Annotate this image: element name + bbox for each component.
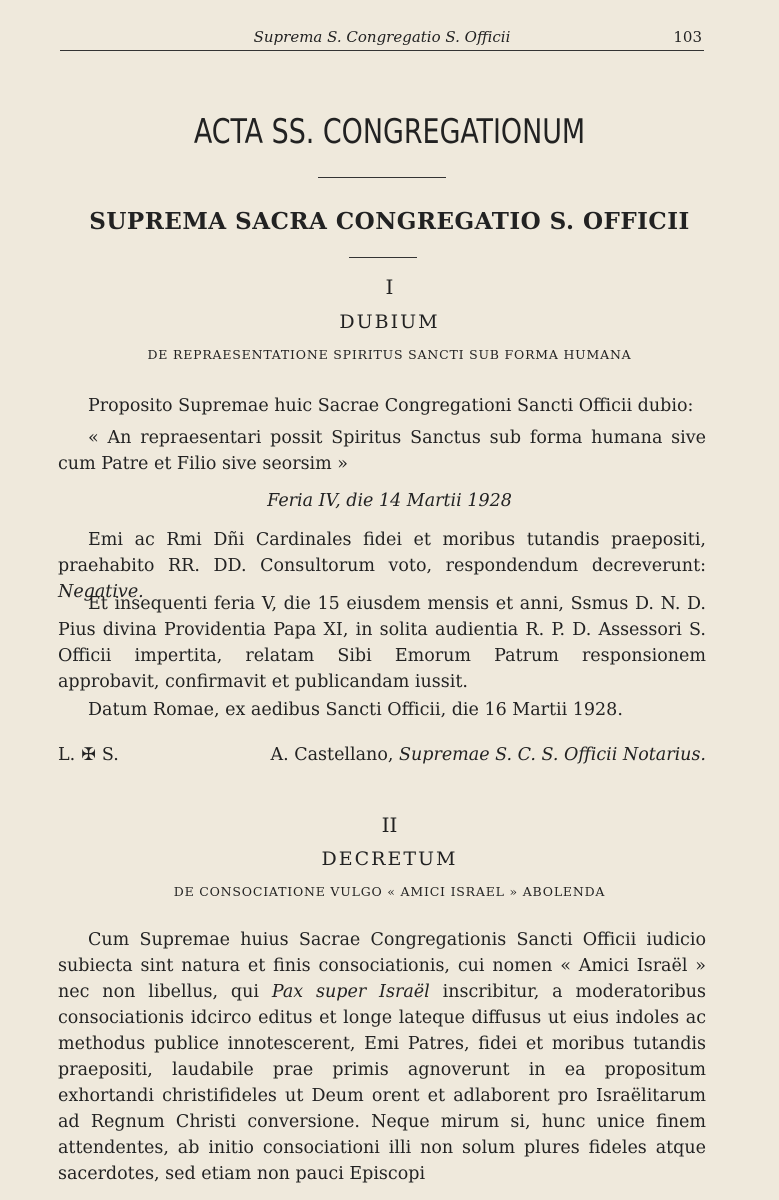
main-title: ACTA SS. CONGREGATIONUM xyxy=(193,112,586,152)
seal-mark xyxy=(58,745,119,765)
signature-row xyxy=(58,745,706,771)
section-2-subheading: DE CONSOCIATIONE VULGO « AMICI ISRAEL » ABOLENDA xyxy=(173,884,606,899)
response-answer: Negative. xyxy=(58,582,144,602)
section-1-dated: Datum Romae, ex aedibus Sancti Officii, die 16 Martii 1928. xyxy=(88,700,623,720)
section-1-dateline: Feria IV, die 14 Martii 1928 xyxy=(267,491,512,511)
signature xyxy=(270,745,706,765)
book-title: Pax super Israël xyxy=(271,982,430,1002)
signer-name: A. Castellano, xyxy=(270,745,394,765)
response-text: Emi ac Rmi Dñi Cardinales fidei et moribus tutandis praepositi, praehabito RR. DD. Consultorum voto, respondendum decreverunt: xyxy=(58,530,706,576)
section-1-question: « An repraesentari possit Spiritus Sanctus sub forma humana sive cum Patre et Filio sive seorsim » xyxy=(58,428,706,474)
section-1-approval: Et insequenti feria V, die 15 eiusdem mensis et anni, Ssmus D. N. D. Pius divina Providentia Papa XI, in solita audientia R. P. D. Assessori S. Officii impertita, relatam Sibi Emorum Patrum responsionem approbavit, confirmavit et publicandam iussit. xyxy=(58,594,706,692)
seal-letter-left: L. xyxy=(58,745,76,765)
section-1-subheading: DE REPRAESENTATIONE SPIRITUS SANCTI SUB FORMA HUMANA xyxy=(147,347,632,362)
subtitle-divider xyxy=(349,257,417,258)
seal-letter-right: S. xyxy=(101,745,119,765)
running-header xyxy=(60,26,704,51)
decree-text-b: inscribitur, a moderatoribus consociationis idcirco editus et longe lateque diffusus ut eius indoles ac methodus publice innotescerent, Emi Patres, fidei et moribus tutandis praepositi, laudabile prae primis agnoverunt in ea propositum exhortandi christifideles ut Deum orent et adlaborent pro Israëlitarum ad Regnum Christi conversione. Neque mirum si, hunc unice finem attendentes, ab initio consociationi illi non solum plures fideles atque sacerdotes, sed etiam non pauci Episcopi xyxy=(58,982,706,1184)
signer-title: Supremae S. C. S. Officii Notarius. xyxy=(399,745,706,765)
section-1-heading: DUBIUM xyxy=(339,311,440,333)
section-1-numeral: I xyxy=(385,275,394,299)
section-2-heading: DECRETUM xyxy=(321,848,458,870)
title-divider xyxy=(318,177,446,178)
section-2-numeral: II xyxy=(381,813,398,837)
cross-icon: ✠ xyxy=(81,745,96,765)
section-1-paragraph-1: Proposito Supremae huic Sacrae Congregationi Sancti Officii dubio: xyxy=(88,396,694,416)
section-title: SUPREMA SACRA CONGREGATIO S. OFFICII xyxy=(89,208,690,235)
page-number: 103 xyxy=(673,28,702,46)
decree-text-a: Cum Supremae huius Sacrae Congregationis Sancti Officii iudicio subiecta sint natura et finis consociationis, cui nomen « Amici Israël » nec non libellus, qui xyxy=(58,930,706,1002)
running-title: Suprema S. Congregatio S. Officii xyxy=(253,28,511,46)
section-2-paragraph-1 xyxy=(58,927,706,1187)
